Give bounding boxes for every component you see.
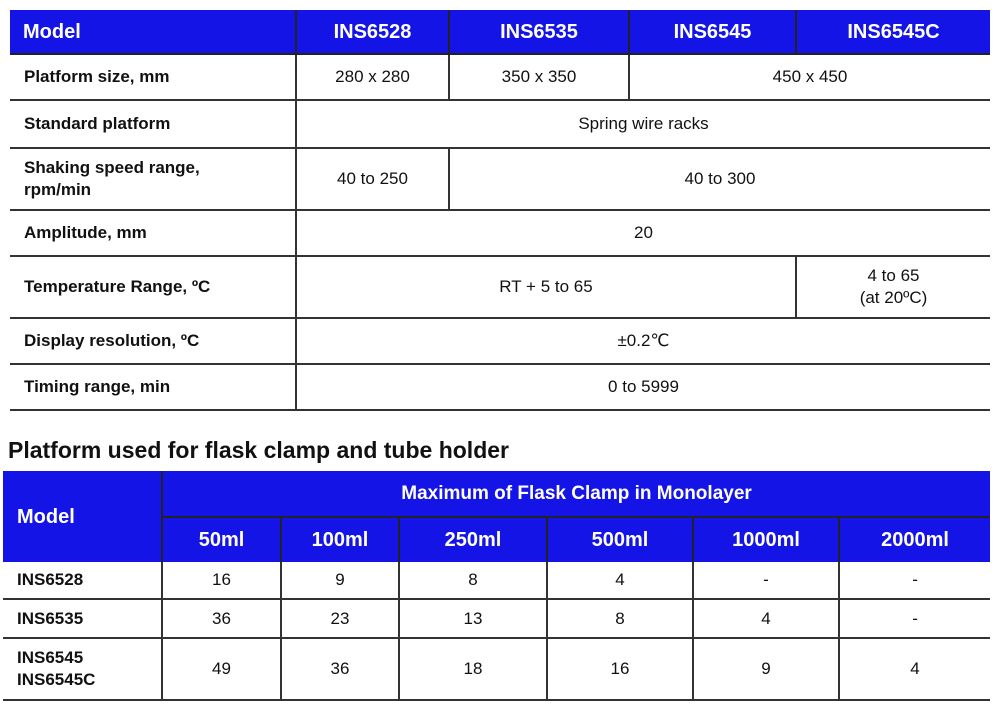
row-label-standard-platform: Standard platform bbox=[10, 100, 296, 148]
flask-header-group: Maximum of Flask Clamp in Monolayer bbox=[162, 471, 990, 517]
flask-cell: 36 bbox=[162, 599, 281, 638]
flask-cell: 8 bbox=[399, 562, 547, 599]
table-row bbox=[3, 562, 990, 599]
flask-cell: 4 bbox=[547, 562, 693, 599]
spec-header-ins6535: INS6535 bbox=[449, 10, 629, 54]
flask-row-model: INS6528 bbox=[3, 562, 162, 599]
table-row bbox=[3, 599, 990, 638]
table-row bbox=[10, 318, 990, 364]
table-row bbox=[10, 364, 990, 410]
flask-header-model: Model bbox=[3, 471, 162, 562]
row-label-shaking-speed-line2: rpm/min bbox=[24, 180, 92, 199]
cell-timing-range: 0 to 5999 bbox=[296, 364, 990, 410]
flask-row-model-line2: INS6545C bbox=[17, 670, 96, 689]
table-row bbox=[10, 256, 990, 318]
row-label-amplitude: Amplitude, mm bbox=[10, 210, 296, 256]
cell-temperature-main: RT + 5 to 65 bbox=[296, 256, 796, 318]
cell-temperature-ins6545c-line2: (at 20ºC) bbox=[859, 288, 928, 307]
flask-header-500ml: 500ml bbox=[547, 517, 693, 562]
flask-cell: 16 bbox=[162, 562, 281, 599]
cell-temperature-ins6545c-line1: 4 to 65 bbox=[867, 266, 920, 285]
spec-header-ins6545: INS6545 bbox=[629, 10, 796, 54]
flask-cell: 18 bbox=[399, 638, 547, 700]
table-row bbox=[10, 148, 990, 210]
spec-header-ins6528: INS6528 bbox=[296, 10, 449, 54]
spec-header-ins6545c: INS6545C bbox=[796, 10, 990, 54]
cell-temperature-ins6545c bbox=[796, 256, 990, 318]
flask-row-model bbox=[3, 638, 162, 700]
flask-header-1000ml: 1000ml bbox=[693, 517, 839, 562]
cell-shaking-speed-others: 40 to 300 bbox=[449, 148, 990, 210]
row-label-temperature: Temperature Range, ºC bbox=[10, 256, 296, 318]
flask-clamp-table bbox=[3, 471, 990, 701]
flask-cell: 16 bbox=[547, 638, 693, 700]
flask-header-100ml: 100ml bbox=[281, 517, 399, 562]
flask-cell: 49 bbox=[162, 638, 281, 700]
row-label-timing-range: Timing range, min bbox=[10, 364, 296, 410]
table-row bbox=[10, 100, 990, 148]
cell-shaking-speed-ins6528: 40 to 250 bbox=[296, 148, 449, 210]
flask-cell: 9 bbox=[281, 562, 399, 599]
spec-header-model: Model bbox=[10, 10, 296, 54]
flask-header-250ml: 250ml bbox=[399, 517, 547, 562]
cell-platform-size-ins6545: 450 x 450 bbox=[629, 54, 990, 100]
flask-cell: 13 bbox=[399, 599, 547, 638]
section-title: Platform used for flask clamp and tube holder bbox=[8, 437, 509, 463]
flask-header-row-1 bbox=[3, 471, 990, 517]
flask-cell: 4 bbox=[693, 599, 839, 638]
row-label-platform-size: Platform size, mm bbox=[10, 54, 296, 100]
cell-platform-size-ins6528: 280 x 280 bbox=[296, 54, 449, 100]
table-row bbox=[10, 54, 990, 100]
flask-cell: 8 bbox=[547, 599, 693, 638]
row-label-shaking-speed bbox=[10, 148, 296, 210]
flask-cell: 23 bbox=[281, 599, 399, 638]
flask-header-50ml: 50ml bbox=[162, 517, 281, 562]
flask-cell: 36 bbox=[281, 638, 399, 700]
cell-platform-size-ins6535: 350 x 350 bbox=[449, 54, 629, 100]
table-row bbox=[3, 638, 990, 700]
flask-header-2000ml: 2000ml bbox=[839, 517, 990, 562]
flask-cell: 9 bbox=[693, 638, 839, 700]
table-row bbox=[10, 210, 990, 256]
spec-header-row bbox=[10, 10, 990, 54]
cell-display-resolution: ±0.2℃ bbox=[296, 318, 990, 364]
row-label-shaking-speed-line1: Shaking speed range, bbox=[24, 158, 200, 177]
flask-cell: - bbox=[839, 599, 990, 638]
flask-row-model: INS6535 bbox=[3, 599, 162, 638]
flask-cell: 4 bbox=[839, 638, 990, 700]
flask-cell: - bbox=[693, 562, 839, 599]
flask-cell: - bbox=[839, 562, 990, 599]
row-label-display-resolution: Display resolution, ºC bbox=[10, 318, 296, 364]
spec-table bbox=[10, 10, 990, 411]
cell-amplitude: 20 bbox=[296, 210, 990, 256]
flask-row-model-line1: INS6545 bbox=[17, 648, 84, 667]
cell-standard-platform: Spring wire racks bbox=[296, 100, 990, 148]
